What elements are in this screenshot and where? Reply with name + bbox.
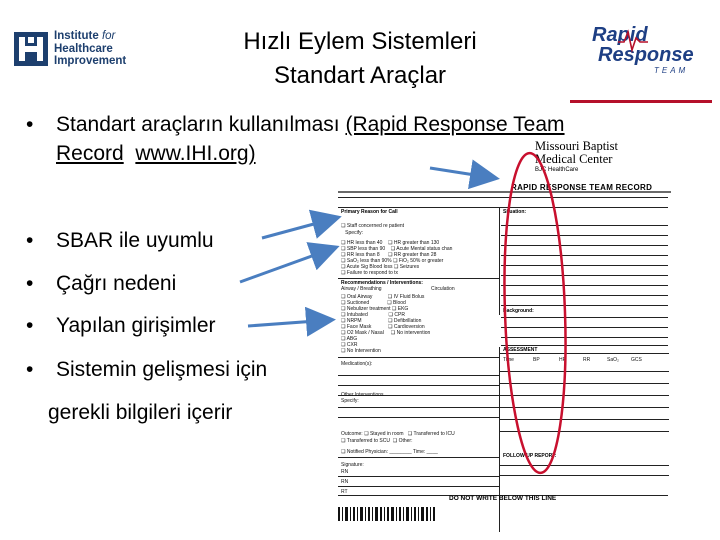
bullet-system-info-line2: gerekli bilgileri içerir <box>48 401 233 424</box>
ihi-logo <box>14 30 136 72</box>
ihi-url-link[interactable]: www.IHI.org) <box>135 142 256 165</box>
other-interventions-label: Other Interventions <box>341 392 384 398</box>
bjc-healthcare-logo: BJC HealthCare <box>535 167 579 173</box>
bullet-call-reason-text: Çağrı nedeni <box>56 272 177 295</box>
vital-bp: BP <box>533 357 540 363</box>
vital-gcs: GCS <box>631 357 642 363</box>
title-line1: Hızlı Eylem Sistemleri <box>243 28 477 55</box>
recommendations-label: Recommendations / Interventions: <box>341 280 423 286</box>
hospital-name: Missouri Baptist Medical Center <box>535 139 618 166</box>
background-label: Background: <box>503 308 534 314</box>
arrow-sbar <box>262 218 336 238</box>
situation-label: Situation: <box>503 209 527 215</box>
vital-hr: HR <box>559 357 567 363</box>
record-title: RAPID RESPONSE TEAM RECORD <box>511 183 653 192</box>
rrt-word-rapid: Rapid <box>592 24 648 46</box>
medication-label: Medication(s): <box>341 361 373 367</box>
follow-up-label: FOLLOW-UP REPORT: <box>503 453 557 459</box>
slide-title <box>150 25 570 93</box>
assessment-label: ASSESSMENT <box>503 347 538 353</box>
airway-label: Airway / Breathing <box>341 286 382 292</box>
pulse-line-icon <box>588 24 706 76</box>
bullet-system-info-line1: Sistemin gelişmesi için <box>56 358 268 381</box>
ihi-line3: Improvement <box>54 55 127 67</box>
rrt-record-link[interactable]: (Rapid Response Team <box>345 113 565 136</box>
rrt-record-form-image: Missouri Baptist Medical Center BJC HealthCare RAPID RESPONSE TEAM RECORD Primary Reason for Call Situation: ❑ Staff concerned re patient Specify: ❑ HR less than 40 ❑ HR greater than 130 ❑ SBP less than 90 ❑ Acute Mental status chan ❑ RR less than 8 ❑ RR greater than 28 ❑ SaO₂ less than 90% ❑ FiO₂ 50% or greater ❑ Acute Sig Blood loss ❑ Seizures ❑ Failure to respond to tx Recommendations / Interventions: Airway / Breathing Circulation ❑ Oral Airway ❑ IV Fluid Bolus ❑ Suctioned ❑ Blood ❑ Nebulizer treatment ❑ EKG ❑ Intubated ❑ CPR ❑ NRPM ❑ Defibrillation ❑ Face Mask ❑ Cardioversion ❑ O2 Mask / Nasal ❑ No intervention ❑ ABG ❑ CXR ❑ No Intervention Background: ASSESSMENT Time BP HR RR SaO₂ GCS Medication(s): Other Interventions Specify: Outcome: ❑ Stayed in room ❑ Transferred to ICU ❑ Transferred to SCU ❑ Other: ❑ Notified Physician: ________ Time: ____ Signature: RN RN RT FOLLOW-UP REPORT: DO NOT WRITE BELOW THIS LINE <box>333 135 671 530</box>
bullet-standard-text: Standart araçların kullanılması <box>56 113 346 136</box>
specify-label: Specify: <box>341 398 359 404</box>
accent-rule <box>570 100 712 103</box>
rrt-word-response: Response <box>598 44 694 66</box>
outcome-label: Outcome: <box>341 431 363 437</box>
ihi-line1-italic: for <box>101 30 116 42</box>
arrow-call-reason <box>240 248 334 282</box>
circulation-label: Circulation <box>431 286 455 292</box>
title-line2: Standart Araçlar <box>273 62 447 89</box>
arrow-interventions <box>248 320 330 326</box>
vital-rr: RR <box>583 357 591 363</box>
record-link[interactable]: Record <box>56 142 124 165</box>
footer-notice: DO NOT WRITE BELOW THIS LINE <box>449 495 557 502</box>
vital-sao2: SaO₂ <box>607 357 619 363</box>
signature-label: Signature: <box>341 462 364 468</box>
vital-time: Time <box>503 357 514 363</box>
rapid-response-logo <box>588 24 706 76</box>
barcode-icon <box>338 507 438 523</box>
ihi-logo-icon <box>14 32 48 66</box>
bullet-sbar-text: SBAR ile uyumlu <box>56 229 214 252</box>
ihi-line2: Healthcare <box>54 42 113 55</box>
primary-reason-label: Primary Reason for Call <box>341 209 398 215</box>
ihi-line1: Institute <box>54 30 99 42</box>
bullet-interventions-text: Yapılan girişimler <box>56 314 216 337</box>
rrt-word-team: TEAM <box>654 66 689 75</box>
